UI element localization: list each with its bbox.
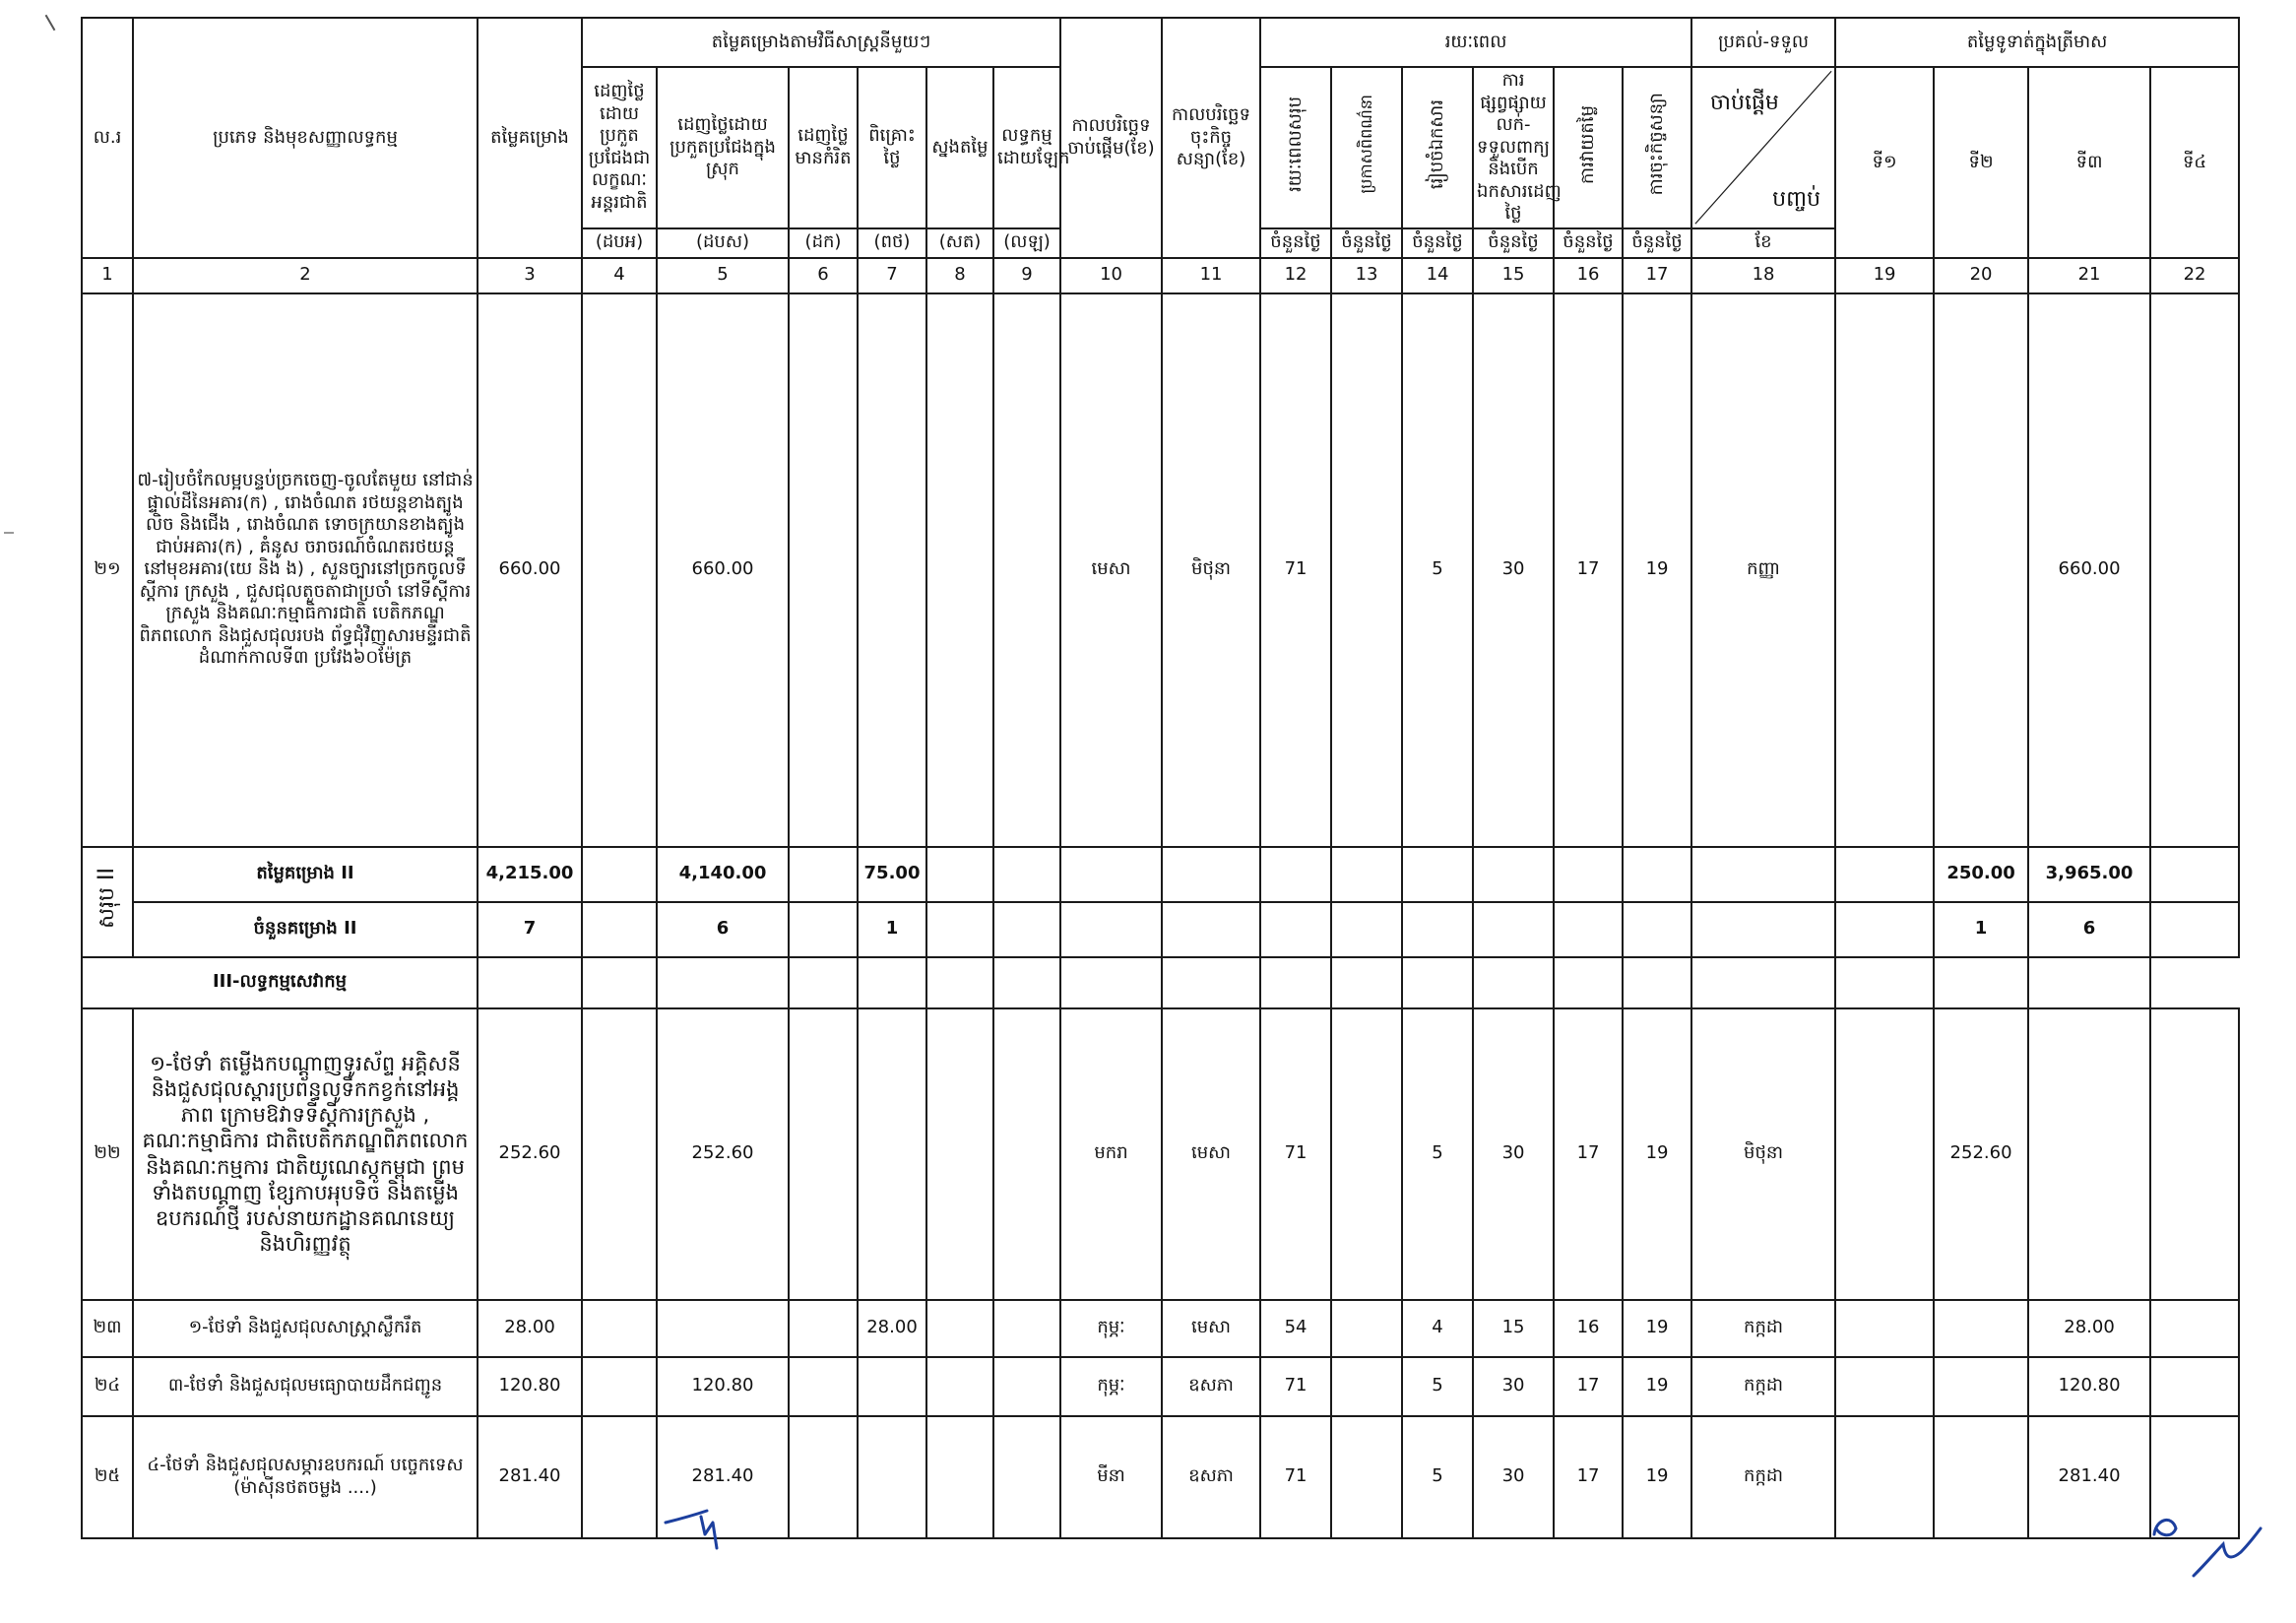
col-number: 21 (2028, 258, 2150, 293)
cell-empty (1934, 957, 2028, 1008)
cell-empty (858, 1416, 926, 1538)
row-description: ១-ថែទាំ និងជួសជុលសាស្ត្រាស្លឹករឹត (133, 1300, 478, 1357)
col-number: 20 (1934, 258, 2028, 293)
col-number: 2 (133, 258, 478, 293)
table-row (82, 293, 2239, 847)
row-number: ២៣ (82, 1300, 133, 1357)
cell-empty (1162, 847, 1260, 902)
cell-empty (2150, 293, 2239, 847)
cell-sign-month: មេសា (1162, 1008, 1260, 1300)
cell-duration-prepare: 5 (1402, 1008, 1473, 1300)
cell-q3: 120.80 (2028, 1357, 2150, 1416)
cell-empty (926, 1008, 993, 1300)
cell-empty (1260, 902, 1331, 957)
header-start-date: កាលបរិច្ឆេទចាប់ផ្តើម(ខែ) (1060, 18, 1162, 258)
cell-empty (582, 1300, 657, 1357)
header-q4: ទី៤ (2150, 67, 2239, 258)
cell-empty (1554, 957, 1623, 1008)
col-number: 10 (1060, 258, 1162, 293)
cell-empty (1473, 902, 1554, 957)
scan-mark (45, 15, 56, 32)
col-number: 4 (582, 258, 657, 293)
cell-empty (1402, 957, 1473, 1008)
cell-empty (926, 847, 993, 902)
cell-q3: 660.00 (2028, 293, 2150, 847)
header-method-consult: ពិគ្រោះថ្លៃ (858, 67, 926, 228)
cell-duration-publish: 15 (1473, 1300, 1554, 1357)
subtotal-count-label: ចំនួនគម្រោង II (133, 902, 478, 957)
cell-deliver-month: កក្កដា (1691, 1357, 1835, 1416)
col-number: 9 (993, 258, 1060, 293)
cell-sign-month: មេសា (1162, 1300, 1260, 1357)
cell-empty (582, 957, 657, 1008)
cell-duration-evaluate: 17 (1554, 1357, 1623, 1416)
cell-empty (1835, 1357, 1934, 1416)
subtotal-local-bid: 4,140.00 (657, 847, 789, 902)
col-number: 8 (926, 258, 993, 293)
cell-empty (993, 1300, 1060, 1357)
cell-duration-publish: 30 (1473, 1416, 1554, 1538)
table-row (82, 1357, 2239, 1416)
cell-empty (993, 1416, 1060, 1538)
col-number: 1 (82, 258, 133, 293)
cell-start-month: កុម្ភៈ (1060, 1357, 1162, 1416)
col-number: 18 (1691, 258, 1835, 293)
subtotal-side-label: សរុប II (82, 847, 133, 957)
cell-empty (993, 1357, 1060, 1416)
cell-empty (858, 1008, 926, 1300)
cell-empty (1060, 847, 1162, 902)
unit-days: ចំនួនថ្ងៃ (1473, 228, 1554, 258)
cell-duration-contract: 19 (1623, 1008, 1691, 1300)
scan-mark (4, 532, 14, 534)
cell-duration-total: 71 (1260, 1008, 1331, 1300)
cell-duration-prepare: 4 (1402, 1300, 1473, 1357)
cell-empty (1835, 902, 1934, 957)
cell-empty (1331, 293, 1402, 847)
cell-empty (1835, 1416, 1934, 1538)
header-duration-publish: ការផ្សព្វផ្សាយ លក់-ទទួលពាក្យ និងបើកឯកសារដេញថ្លៃ (1473, 67, 1554, 228)
col-number: 5 (657, 258, 789, 293)
cell-empty (2150, 1008, 2239, 1300)
cell-empty (582, 902, 657, 957)
row-number: ២១ (82, 293, 133, 847)
section-title: III-លទ្ធកម្មសេវាកម្ម (82, 957, 478, 1008)
code-direct: (លឡ) (993, 228, 1060, 258)
cell-empty (858, 293, 926, 847)
cell-duration-prepare: 5 (1402, 1416, 1473, 1538)
cell-empty (1934, 1416, 2028, 1538)
col-number: 11 (1162, 258, 1260, 293)
cell-duration-total: 71 (1260, 1416, 1331, 1538)
procurement-table (81, 17, 2240, 1539)
unit-days: ចំនួនថ្ងៃ (1260, 228, 1331, 258)
subtotal-consult: 75.00 (858, 847, 926, 902)
col-number: 14 (1402, 258, 1473, 293)
cell-empty (858, 1357, 926, 1416)
header-q1: ទី១ (1835, 67, 1934, 258)
subtotal-est: 4,215.00 (478, 847, 582, 902)
cell-empty (2150, 902, 2239, 957)
cell-deliver-month: កក្កដា (1691, 1416, 1835, 1538)
cell-empty (1934, 1300, 2028, 1357)
header-duration-evaluate: ការវាយតម្លៃ (1554, 67, 1623, 228)
code-consult: (ពថ) (858, 228, 926, 258)
cell-duration-contract: 19 (1623, 1357, 1691, 1416)
header-duration-contract: ការចុះកិច្ចសន្យា (1623, 67, 1691, 228)
section-row (82, 957, 2239, 1008)
cell-duration-evaluate: 16 (1554, 1300, 1623, 1357)
header-duration-total: រយៈពេលសរុប (1260, 67, 1331, 228)
cell-empty (993, 902, 1060, 957)
table-row (82, 1008, 2239, 1300)
cell-local-bid: 281.40 (657, 1416, 789, 1538)
cell-est-price: 28.00 (478, 1300, 582, 1357)
col-number: 16 (1554, 258, 1623, 293)
header-deliver-start-end (1691, 67, 1835, 228)
cell-empty (582, 1008, 657, 1300)
code-shopping: (សត) (926, 228, 993, 258)
cell-duration-publish: 30 (1473, 1008, 1554, 1300)
cell-empty (2150, 1357, 2239, 1416)
unit-days: ចំនួនថ្ងៃ (1623, 228, 1691, 258)
cell-q3: 28.00 (2028, 1300, 2150, 1357)
cell-empty (993, 847, 1060, 902)
cell-empty (1691, 902, 1835, 957)
count-q3: 6 (2028, 902, 2150, 957)
subtotal-price-label: តម្លៃគម្រោង II (133, 847, 478, 902)
subtotal-count-row (82, 902, 2239, 957)
handwritten-initial-mark (662, 1505, 740, 1566)
row-number: ២២ (82, 1008, 133, 1300)
cell-empty (926, 1416, 993, 1538)
header-quarterly: តម្លៃទូទាត់ក្នុងត្រីមាស (1835, 18, 2239, 67)
col-number: 15 (1473, 258, 1554, 293)
count-consult: 1 (858, 902, 926, 957)
cell-sign-month: ឧសភា (1162, 1416, 1260, 1538)
cell-duration-evaluate: 17 (1554, 1008, 1623, 1300)
unit-days: ចំនួនថ្ងៃ (1554, 228, 1623, 258)
cell-empty (993, 1008, 1060, 1300)
cell-start-month: មេសា (1060, 293, 1162, 847)
cell-empty (926, 957, 993, 1008)
row-description: ៧-រៀបចំកែលម្អបន្ទប់ច្រកចេញ-ចូលតែមួយ នៅជាន់ផ្ទាល់ដីនៃអគារ(ក) , រោងចំណត រថយន្តខាងត្បូង លិច និងជើង , រោងចំណត ទោចក្រយានខាងត្បូង ជាប់អគារ(ក) , គំនូស ចរាចរណ៍ចំណតរថយន្តនៅមុខអគារ(យេ និង ង) , សួនច្បារនៅច្រកចូលទីស្តីការ ក្រសួង , ជួសជុលតួចតាជាប្រចាំ នៅទីស្តីការក្រសួង និងគណៈកម្មាធិការជាតិ បេតិកភណ្ឌពិភពលោក និងជួសជុលរបង ព័ទ្ធជុំវិញសារមន្ទីរជាតិ ដំណាក់កាលទី៣ ប្រវែង៦០ម៉ែត្រ (133, 293, 478, 847)
count-est: 7 (478, 902, 582, 957)
cell-sign-month: មិថុនា (1162, 293, 1260, 847)
cell-local-bid: 660.00 (657, 293, 789, 847)
cell-empty (478, 957, 582, 1008)
cell-empty (789, 847, 858, 902)
handwritten-initial-mark (2146, 1507, 2264, 1586)
cell-start-month: មីនា (1060, 1416, 1162, 1538)
cell-empty (1835, 1008, 1934, 1300)
cell-est-price: 252.60 (478, 1008, 582, 1300)
unit-month: ខែ (1691, 228, 1835, 258)
header-q3: ទី៣ (2028, 67, 2150, 258)
cell-empty (1162, 957, 1260, 1008)
col-number: 13 (1331, 258, 1402, 293)
column-number-row (82, 258, 2239, 293)
cell-empty (789, 1008, 858, 1300)
cell-empty (1331, 1008, 1402, 1300)
cell-duration-publish: 30 (1473, 1357, 1554, 1416)
col-number: 22 (2150, 258, 2239, 293)
count-local-bid: 6 (657, 902, 789, 957)
cell-empty (789, 902, 858, 957)
header-method-limited: ដេញថ្លៃមានកំរិត (789, 67, 858, 228)
header-duration-announce: ប្រកាសពិពណ៌នា (1331, 67, 1402, 228)
cell-q2: 252.60 (1934, 1008, 2028, 1300)
cell-deliver-month: មិថុនា (1691, 1008, 1835, 1300)
cell-duration-evaluate: 17 (1554, 293, 1623, 847)
cell-empty (926, 1300, 993, 1357)
cell-duration-prepare: 5 (1402, 293, 1473, 847)
cell-duration-contract: 19 (1623, 1416, 1691, 1538)
cell-empty (789, 1300, 858, 1357)
cell-local-bid: 120.80 (657, 1357, 789, 1416)
col-number: 6 (789, 258, 858, 293)
cell-empty (1060, 902, 1162, 957)
cell-empty (1835, 293, 1934, 847)
header-duration-prepare: រៀបចំឯកសារ (1402, 67, 1473, 228)
cell-sign-month: ឧសភា (1162, 1357, 1260, 1416)
cell-empty (1331, 1300, 1402, 1357)
cell-empty (1835, 847, 1934, 902)
unit-days: ចំនួនថ្ងៃ (1402, 228, 1473, 258)
cell-est-price: 281.40 (478, 1416, 582, 1538)
cell-empty (858, 957, 926, 1008)
cell-empty (657, 1300, 789, 1357)
cell-empty (926, 1357, 993, 1416)
cell-empty (1060, 957, 1162, 1008)
cell-empty (1835, 1300, 1934, 1357)
cell-empty (1623, 902, 1691, 957)
header-no: ល.រ (82, 18, 133, 258)
cell-empty (789, 1416, 858, 1538)
header-method-intl: ដេញថ្លៃដោយប្រកួតប្រជែងជាលក្ខណៈអន្តរជាតិ (582, 67, 657, 228)
code-limited: (ដក) (789, 228, 858, 258)
cell-empty (1691, 847, 1835, 902)
col-number: 7 (858, 258, 926, 293)
cell-empty (1331, 957, 1402, 1008)
cell-empty (926, 293, 993, 847)
cell-empty (1835, 957, 1934, 1008)
cell-empty (1554, 902, 1623, 957)
cell-duration-evaluate: 17 (1554, 1416, 1623, 1538)
row-description: ១-ថែទាំ តម្លើងកបណ្ដាញទូរស័ព្ទ អគ្គិសនី និងជួសជុលស្ពារប្រព័ន្ធលូទឹកកខ្វក់នៅអង្គភាព ក្រោមឱវាទទីស្តីការក្រសួង , គណៈកម្មាធិការ ជាតិបេតិកភណ្ឌពិភពលោក និងគណៈកម្មការ ជាតិយូណេស្កូកម្ពុជា ព្រមទាំងតបណ្ដាញ ខ្សែកាបអុបទិច និងតម្លើងឧបករណ៍ថ្មី របស់នាយកដ្ឋានគណនេយ្យ និងហិរញ្ញវត្ថុ (133, 1008, 478, 1300)
cell-empty (582, 847, 657, 902)
col-number: 3 (478, 258, 582, 293)
col-number: 12 (1260, 258, 1331, 293)
cell-empty (993, 957, 1060, 1008)
header-deliver: ប្រគល់-ទទួល (1691, 18, 1835, 67)
cell-duration-total: 54 (1260, 1300, 1331, 1357)
cell-empty (1623, 847, 1691, 902)
cell-duration-total: 71 (1260, 1357, 1331, 1416)
cell-deliver-month: កញ្ញា (1691, 293, 1835, 847)
cell-empty (1331, 1357, 1402, 1416)
cell-empty (1331, 1416, 1402, 1538)
deliver-start-label: ចាប់ផ្តើម (1710, 91, 1779, 115)
cell-empty (1260, 957, 1331, 1008)
row-description: ៣-ថែទាំ និងជួសជុលមធ្យោបាយដឹកជញ្ជូន (133, 1357, 478, 1416)
cell-est-price: 660.00 (478, 293, 582, 847)
table-row (82, 1416, 2239, 1538)
cell-empty (1331, 847, 1402, 902)
cell-duration-total: 71 (1260, 293, 1331, 847)
cell-start-month: មករា (1060, 1008, 1162, 1300)
header-method-direct: លទ្ធកម្មដោយឡែក (993, 67, 1060, 228)
cell-empty (657, 957, 789, 1008)
row-number: ២៥ (82, 1416, 133, 1538)
cell-empty (1473, 957, 1554, 1008)
cell-empty (1331, 902, 1402, 957)
cell-duration-contract: 19 (1623, 293, 1691, 847)
cell-duration-contract: 19 (1623, 1300, 1691, 1357)
cell-start-month: កុម្ភៈ (1060, 1300, 1162, 1357)
cell-duration-publish: 30 (1473, 293, 1554, 847)
cell-empty (2028, 957, 2150, 1008)
subtotal-price-row (82, 847, 2239, 902)
header-by-method: តម្លៃគម្រោងតាមវិធីសាស្ត្រនីមួយៗ (582, 18, 1060, 67)
cell-empty (789, 293, 858, 847)
cell-empty (2150, 847, 2239, 902)
subtotal-q3: 3,965.00 (2028, 847, 2150, 902)
cell-empty (1554, 847, 1623, 902)
cell-empty (789, 957, 858, 1008)
header-est-price: តម្លៃគម្រោង (478, 18, 582, 258)
cell-local-bid: 252.60 (657, 1008, 789, 1300)
code-local: (ដបស) (657, 228, 789, 258)
header-sign-date: កាលបរិច្ឆេទចុះកិច្ចសន្យា(ខែ) (1162, 18, 1260, 258)
col-number: 17 (1623, 258, 1691, 293)
cell-empty (1402, 902, 1473, 957)
header-method-shopping: ស្នងតម្លៃ (926, 67, 993, 228)
cell-empty (582, 1357, 657, 1416)
cell-empty (1260, 847, 1331, 902)
header-method-local: ដេញថ្លៃដោយប្រកួតប្រជែងក្នុងស្រុក (657, 67, 789, 228)
row-description: ៤-ថែទាំ និងជួសជុលសម្ភារឧបករណ៍ បច្ចេកទេស (ម៉ាស៊ីនថតចម្លង ....) (133, 1416, 478, 1538)
cell-empty (1691, 957, 1835, 1008)
row-number: ២៤ (82, 1357, 133, 1416)
cell-empty (926, 902, 993, 957)
cell-est-price: 120.80 (478, 1357, 582, 1416)
cell-empty (1473, 847, 1554, 902)
cell-empty (1934, 1357, 2028, 1416)
cell-consult: 28.00 (858, 1300, 926, 1357)
cell-empty (1162, 902, 1260, 957)
cell-empty (993, 293, 1060, 847)
cell-empty (582, 293, 657, 847)
cell-empty (2150, 1300, 2239, 1357)
table-row (82, 1300, 2239, 1357)
subtotal-q2: 250.00 (1934, 847, 2028, 902)
cell-empty (1623, 957, 1691, 1008)
cell-empty (582, 1416, 657, 1538)
cell-deliver-month: កក្កដា (1691, 1300, 1835, 1357)
count-q2: 1 (1934, 902, 2028, 957)
cell-empty (1934, 293, 2028, 847)
header-q2: ទី២ (1934, 67, 2028, 258)
cell-empty (789, 1357, 858, 1416)
header-type: ប្រភេទ និងមុខសញ្ញាលទ្ធកម្ម (133, 18, 478, 258)
col-number: 19 (1835, 258, 1934, 293)
cell-empty (1402, 847, 1473, 902)
deliver-end-label: បញ្ចប់ (1772, 187, 1821, 212)
cell-q3: 281.40 (2028, 1416, 2150, 1538)
header-duration: រយៈពេល (1260, 18, 1691, 67)
unit-days: ចំនួនថ្ងៃ (1331, 228, 1402, 258)
code-intl: (ដបអ) (582, 228, 657, 258)
procurement-plan-sheet (81, 17, 2239, 1516)
cell-duration-prepare: 5 (1402, 1357, 1473, 1416)
cell-empty (2028, 1008, 2150, 1300)
